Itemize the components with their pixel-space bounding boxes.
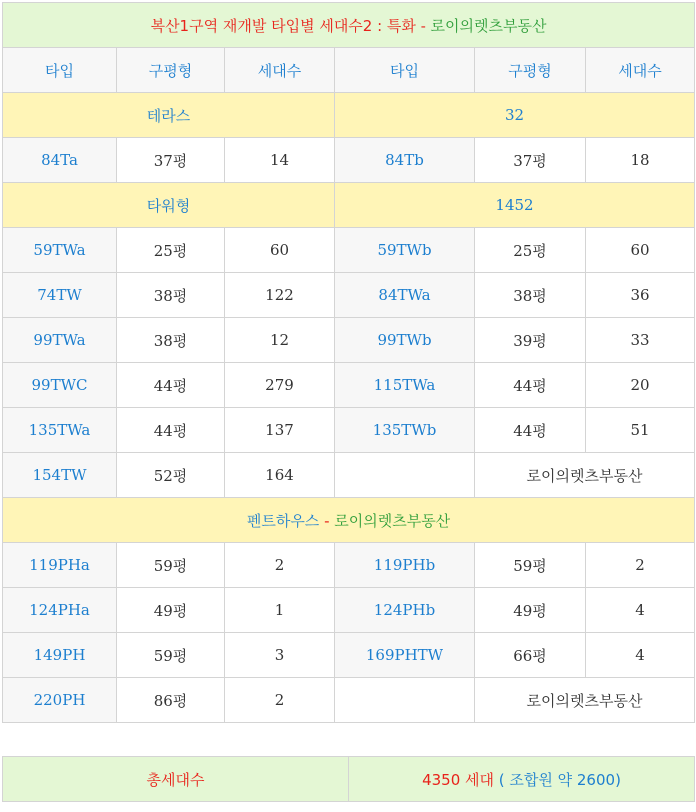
pyeong-cell: 44평 bbox=[475, 408, 586, 453]
households-cell: 4 bbox=[586, 588, 695, 633]
type-cell: 84Tb bbox=[335, 138, 475, 183]
households-cell: 36 bbox=[586, 273, 695, 318]
households-cell: 3 bbox=[225, 633, 335, 678]
section-brand: 로이의렛츠부동산 bbox=[334, 511, 451, 530]
header-type: 타입 bbox=[3, 48, 117, 93]
table-row bbox=[3, 543, 695, 588]
households-cell: 137 bbox=[225, 408, 335, 453]
pyeong-cell: 38평 bbox=[117, 273, 225, 318]
table-row bbox=[3, 633, 695, 678]
table-row bbox=[3, 228, 695, 273]
pyeong-cell: 38평 bbox=[475, 273, 586, 318]
total-value: 4350 세대 bbox=[422, 770, 494, 789]
table-row bbox=[3, 363, 695, 408]
households-cell: 51 bbox=[586, 408, 695, 453]
title-separator: - bbox=[415, 16, 431, 35]
pyeong-cell: 44평 bbox=[117, 408, 225, 453]
table-row bbox=[3, 453, 695, 498]
type-cell: 59TWb bbox=[335, 228, 475, 273]
households-cell: 14 bbox=[225, 138, 335, 183]
pyeong-cell: 44평 bbox=[117, 363, 225, 408]
households-cell: 2 bbox=[225, 678, 335, 723]
title-row bbox=[3, 3, 695, 48]
pyeong-cell: 49평 bbox=[117, 588, 225, 633]
households-cell: 60 bbox=[586, 228, 695, 273]
summary-table bbox=[2, 756, 695, 802]
pyeong-cell: 52평 bbox=[117, 453, 225, 498]
type-cell: 124PHb bbox=[335, 588, 475, 633]
section-total: 1452 bbox=[335, 183, 695, 228]
pyeong-cell: 25평 bbox=[475, 228, 586, 273]
table-title bbox=[3, 3, 695, 48]
pyeong-cell: 59평 bbox=[475, 543, 586, 588]
type-cell: 149PH bbox=[3, 633, 117, 678]
households-cell: 4 bbox=[586, 633, 695, 678]
type-cell: 99TWC bbox=[3, 363, 117, 408]
brand-cell: 로이의렛츠부동산 bbox=[475, 453, 695, 498]
pyeong-cell: 44평 bbox=[475, 363, 586, 408]
pyeong-cell: 37평 bbox=[117, 138, 225, 183]
section-total: 32 bbox=[335, 93, 695, 138]
type-cell: 119PHa bbox=[3, 543, 117, 588]
section-row-tower bbox=[3, 183, 695, 228]
type-cell: 99TWa bbox=[3, 318, 117, 363]
empty-cell bbox=[335, 453, 475, 498]
type-cell: 154TW bbox=[3, 453, 117, 498]
table-row bbox=[3, 678, 695, 723]
type-cell: 115TWa bbox=[335, 363, 475, 408]
type-cell: 169PHTW bbox=[335, 633, 475, 678]
households-cell: 164 bbox=[225, 453, 335, 498]
type-cell: 59TWa bbox=[3, 228, 117, 273]
title-text: 복산1구역 재개발 타입별 세대수2 : 특화 bbox=[150, 16, 416, 35]
pyeong-cell: 49평 bbox=[475, 588, 586, 633]
type-cell: 99TWb bbox=[335, 318, 475, 363]
type-cell: 84TWa bbox=[335, 273, 475, 318]
household-table bbox=[2, 2, 695, 723]
header-pyeong: 구평형 bbox=[475, 48, 586, 93]
type-cell: 220PH bbox=[3, 678, 117, 723]
pyeong-cell: 59평 bbox=[117, 633, 225, 678]
members-count: 조합원 약 2600 bbox=[509, 770, 616, 789]
empty-cell bbox=[335, 678, 475, 723]
pyeong-cell: 37평 bbox=[475, 138, 586, 183]
type-cell: 135TWb bbox=[335, 408, 475, 453]
header-type: 타입 bbox=[335, 48, 475, 93]
pyeong-cell: 59평 bbox=[117, 543, 225, 588]
section-row-terrace bbox=[3, 93, 695, 138]
pyeong-cell: 25평 bbox=[117, 228, 225, 273]
type-cell: 124PHa bbox=[3, 588, 117, 633]
households-cell: 18 bbox=[586, 138, 695, 183]
total-label: 총세대수 bbox=[3, 757, 349, 802]
section-name: 테라스 bbox=[3, 93, 335, 138]
households-cell: 2 bbox=[225, 543, 335, 588]
table-row bbox=[3, 273, 695, 318]
header-pyeong: 구평형 bbox=[117, 48, 225, 93]
pyeong-cell: 66평 bbox=[475, 633, 586, 678]
households-cell: 33 bbox=[586, 318, 695, 363]
pyeong-cell: 38평 bbox=[117, 318, 225, 363]
section-name: 타워형 bbox=[3, 183, 335, 228]
type-cell: 135TWa bbox=[3, 408, 117, 453]
total-value-cell bbox=[349, 757, 695, 802]
section-row-penthouse bbox=[3, 498, 695, 543]
section-name: 펜트하우스 bbox=[246, 511, 320, 530]
table-row bbox=[3, 138, 695, 183]
households-cell: 12 bbox=[225, 318, 335, 363]
summary-row bbox=[3, 757, 695, 802]
header-households: 세대수 bbox=[225, 48, 335, 93]
type-cell: 74TW bbox=[3, 273, 117, 318]
section-separator: - bbox=[319, 511, 335, 530]
paren-open: ( bbox=[494, 770, 510, 789]
type-cell: 84Ta bbox=[3, 138, 117, 183]
households-cell: 2 bbox=[586, 543, 695, 588]
header-households: 세대수 bbox=[586, 48, 695, 93]
households-cell: 1 bbox=[225, 588, 335, 633]
type-cell: 119PHb bbox=[335, 543, 475, 588]
section-name-cell bbox=[3, 498, 695, 543]
header-row bbox=[3, 48, 695, 93]
households-cell: 60 bbox=[225, 228, 335, 273]
title-brand: 로이의렛츠부동산 bbox=[430, 16, 547, 35]
households-cell: 122 bbox=[225, 273, 335, 318]
table-row bbox=[3, 318, 695, 363]
table-row bbox=[3, 408, 695, 453]
paren-close: ) bbox=[615, 770, 621, 789]
households-cell: 279 bbox=[225, 363, 335, 408]
table-row bbox=[3, 588, 695, 633]
pyeong-cell: 86평 bbox=[117, 678, 225, 723]
households-cell: 20 bbox=[586, 363, 695, 408]
brand-cell: 로이의렛츠부동산 bbox=[475, 678, 695, 723]
pyeong-cell: 39평 bbox=[475, 318, 586, 363]
